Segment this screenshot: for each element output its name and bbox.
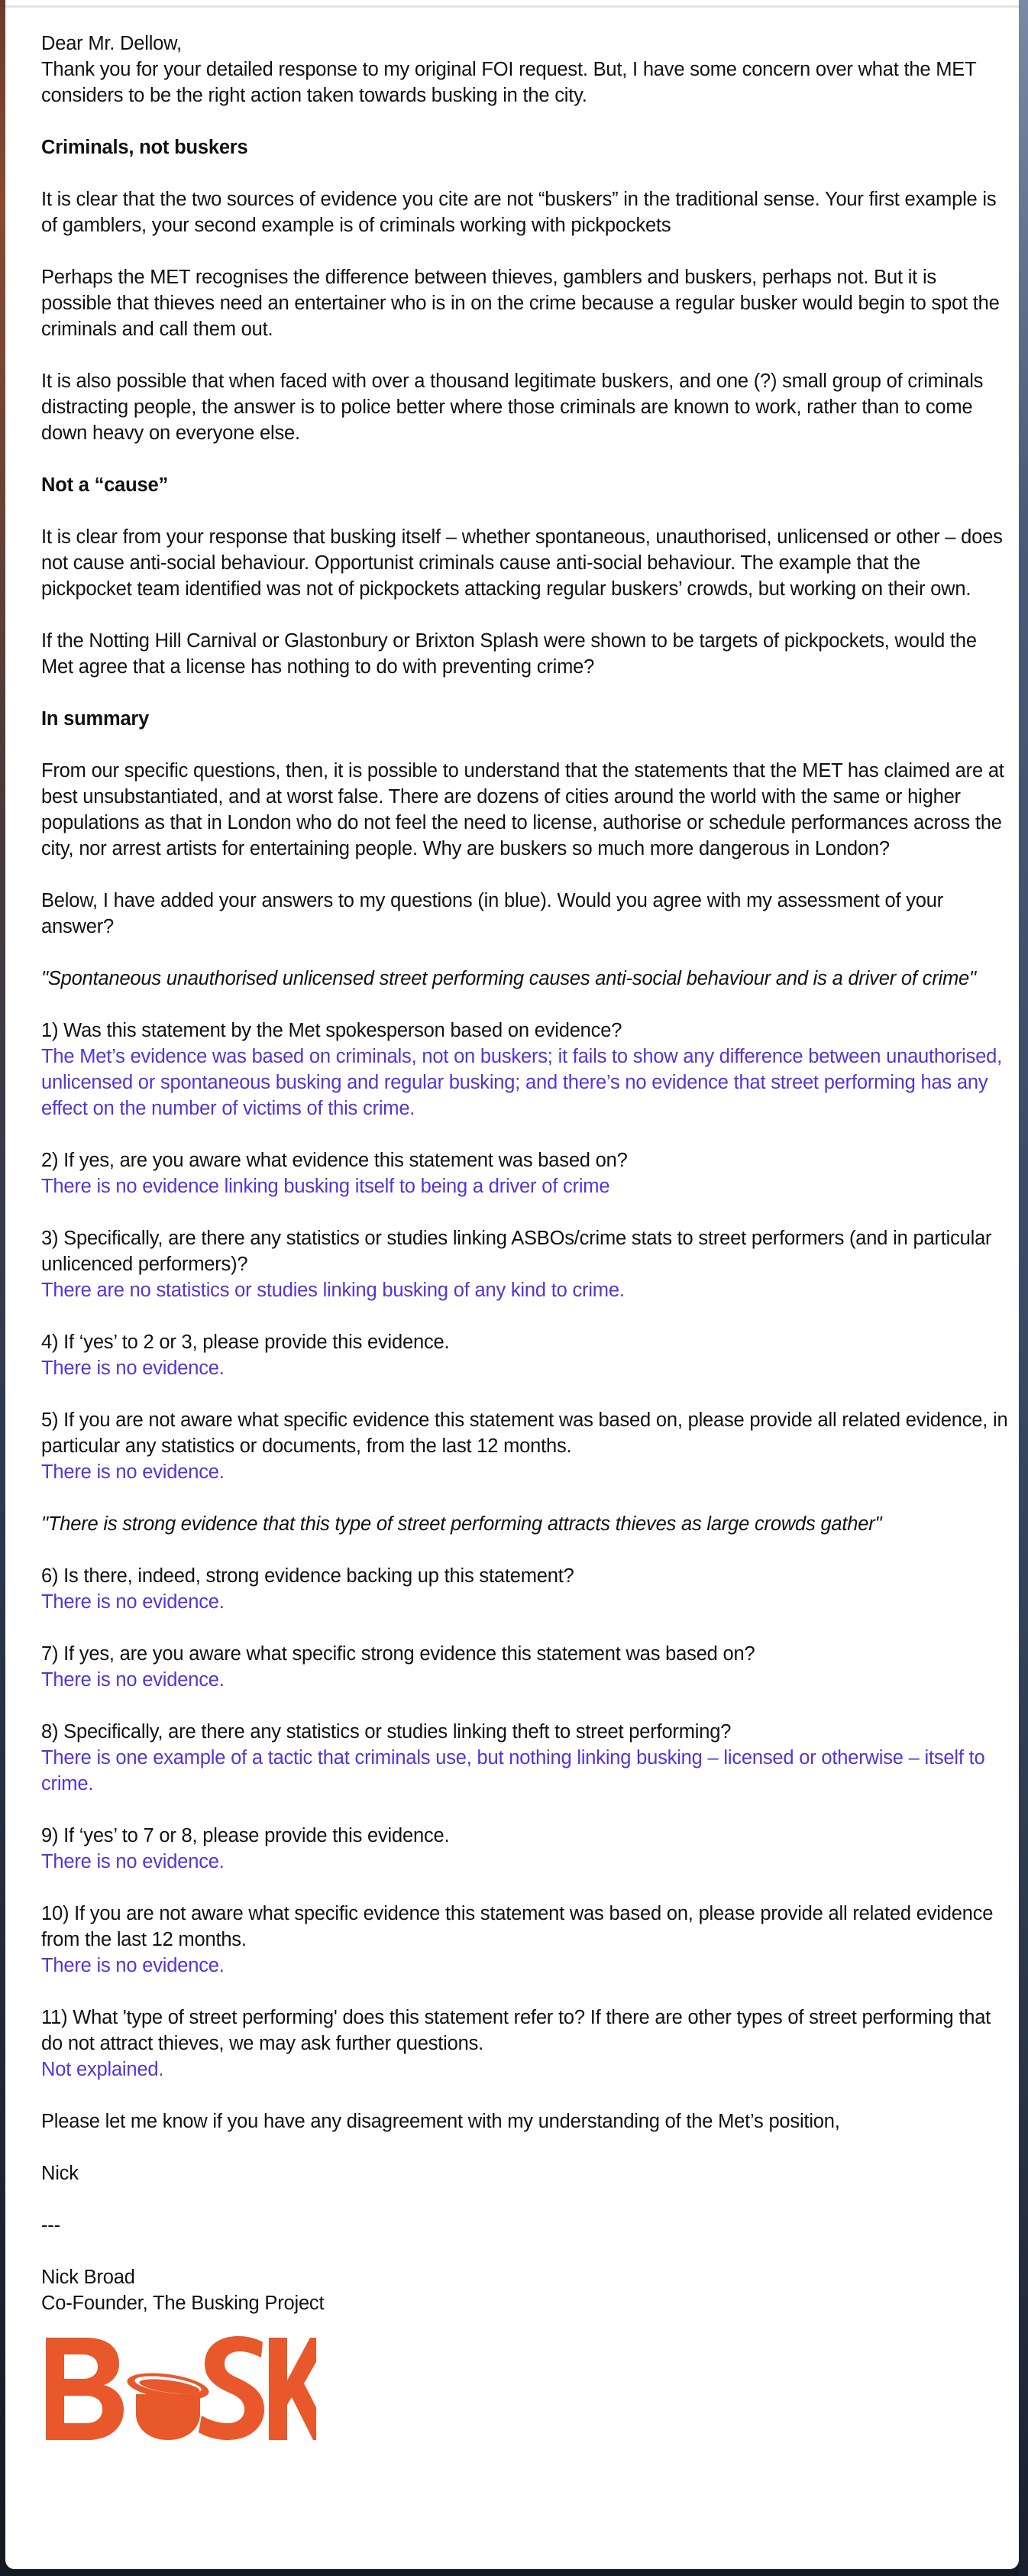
section-heading: In summary bbox=[41, 708, 150, 730]
answer: Not explained. bbox=[41, 2059, 164, 2080]
answer: There is no evidence. bbox=[41, 1669, 225, 1691]
signature-title: Co-Founder, The Busking Project bbox=[41, 2293, 325, 2314]
quoted-statement: "There is strong evidence that this type of street performing attracts thieves as large crowds gather" bbox=[41, 1513, 882, 1535]
question: 2) If yes, are you aware what evidence this statement was based on? bbox=[41, 1150, 628, 1171]
logo-letter-k bbox=[269, 2338, 316, 2440]
answer: There is no evidence. bbox=[41, 1851, 225, 1872]
answer: There is one example of a tactic that criminals use, but nothing linking busking – licensed or otherwise – itself to crime. bbox=[41, 1747, 985, 1794]
question: 8) Specifically, are there any statistics or studies linking theft to street performing? bbox=[41, 1721, 732, 1743]
question: 7) If yes, are you aware what specific strong evidence this statement was based on? bbox=[41, 1643, 755, 1665]
answer: There is no evidence. bbox=[41, 1955, 225, 1976]
divider bbox=[5, 5, 1019, 8]
question-answer bbox=[41, 1901, 1011, 1979]
question-answer bbox=[41, 1225, 1011, 1303]
logo-letter-b bbox=[46, 2338, 124, 2440]
question-answer bbox=[41, 1823, 1011, 1875]
question: 6) Is there, indeed, strong evidence backing up this statement? bbox=[41, 1565, 574, 1587]
question: 5) If you are not aware what specific evidence this statement was based on, please provide all related evidence, in particular any statistics or documents, from the last 12 months. bbox=[41, 1409, 1008, 1457]
question-answer bbox=[41, 1563, 1011, 1615]
question: 10) If you are not aware what specific evidence this statement was based on, please provide all related evidence from the last 12 months. bbox=[41, 1903, 994, 1950]
hat-icon bbox=[125, 2369, 210, 2440]
question-answer bbox=[41, 1147, 1011, 1199]
question: 1) Was this statement by the Met spokesperson based on evidence? bbox=[41, 1020, 622, 1041]
logo-letter-s bbox=[199, 2336, 264, 2440]
paragraph: It is also possible that when faced with over a thousand legitimate buskers, and one (?) small group of criminals distracting people, the answer is to police better where those criminals are known to work, rather than to come down heavy on everyone else. bbox=[41, 371, 984, 444]
paragraph: Perhaps the MET recognises the difference between thieves, gamblers and buskers, perhaps not. But it is possible that thieves need an entertainer who is in on the crime because a regular busker would begin to spot the criminals and call them out. bbox=[41, 267, 1000, 340]
paragraph: It is clear from your response that busking itself – whether spontaneous, unauthorised, unlicensed or other – does not cause anti-social behaviour. Opportunist criminals cause anti-social behaviour. The example that the pickpocket team identified was not of pickpockets attacking regular buskers’ crowds, but working on their own. bbox=[41, 526, 1003, 600]
question-answer bbox=[41, 1719, 1011, 1797]
email-body-card bbox=[5, 0, 1019, 2569]
answer: There is no evidence. bbox=[41, 1591, 225, 1613]
paragraph: Below, I have added your answers to my questions (in blue). Would you agree with my assessment of your answer? bbox=[41, 890, 944, 937]
question-answer bbox=[41, 1018, 1011, 1121]
closing-paragraph: Please let me know if you have any disagreement with my understanding of the Met’s position, bbox=[41, 2111, 840, 2132]
answer: There is no evidence. bbox=[41, 1461, 225, 1483]
intro-paragraph: Thank you for your detailed response to my original FOI request. But, I have some concern over what the MET considers to be the right action taken towards busking in the city. bbox=[41, 59, 976, 106]
answer: There are no statistics or studies linking busking of any kind to crime. bbox=[41, 1280, 625, 1301]
answer: There is no evidence. bbox=[41, 1358, 225, 1379]
section-heading: Not a “cause” bbox=[41, 474, 169, 496]
letter-content bbox=[41, 31, 1011, 2446]
paragraph: From our specific questions, then, it is possible to understand that the statements that the MET has claimed are at best unsubstantiated, and at worst false. There are dozens of cities around the world with the same or higher populations as that in London who do not feel the need to license, authorise or schedule performances across the city, nor arrest artists for entertaining people. Why are buskers so much more dangerous in London? bbox=[41, 760, 1004, 859]
question-answer bbox=[41, 1407, 1011, 1485]
question: 11) What 'type of street performing' does this statement refer to? If there are other types of street performing that do not attract thieves, we may ask further questions. bbox=[41, 2007, 991, 2054]
question-answer bbox=[41, 2005, 1011, 2082]
section-heading: Criminals, not buskers bbox=[41, 137, 248, 158]
question-answer bbox=[41, 1641, 1011, 1693]
paragraph: If the Notting Hill Carnival or Glastonbury or Brixton Splash were shown to be targets of pickpockets, would the Met agree that a license has nothing to do with preventing crime? bbox=[41, 630, 977, 678]
question: 4) If ‘yes’ to 2 or 3, please provide this evidence. bbox=[41, 1332, 450, 1353]
signature-separator: --- bbox=[41, 2215, 60, 2236]
answer: The Met’s evidence was based on criminals, not on buskers; it fails to show any difference between unauthorised, unlicensed or spontaneous busking and regular busking; and there’s no evidence that street performing has any effect on the number of victims of this crime. bbox=[41, 1046, 1003, 1119]
busk-logo bbox=[41, 2332, 316, 2446]
salutation: Dear Mr. Dellow, bbox=[41, 33, 182, 54]
background-right bbox=[1019, 0, 1028, 2576]
answer: There is no evidence linking busking itself to being a driver of crime bbox=[41, 1176, 610, 1197]
quoted-statement: "Spontaneous unauthorised unlicensed street performing causes anti-social behaviour and is a driver of crime" bbox=[41, 968, 976, 989]
signoff: Nick bbox=[41, 2163, 79, 2184]
paragraph: It is clear that the two sources of evidence you cite are not “buskers” in the traditional sense. Your first example is of gamblers, your second example is of criminals working with pickpockets bbox=[41, 189, 997, 236]
question-answer bbox=[41, 1329, 1011, 1381]
question: 9) If ‘yes’ to 7 or 8, please provide this evidence. bbox=[41, 1825, 450, 1846]
question: 3) Specifically, are there any statistics or studies linking ASBOs/crime stats to street performers (and in particular unlicenced performers)? bbox=[41, 1228, 992, 1275]
signature-name: Nick Broad bbox=[41, 2267, 135, 2288]
